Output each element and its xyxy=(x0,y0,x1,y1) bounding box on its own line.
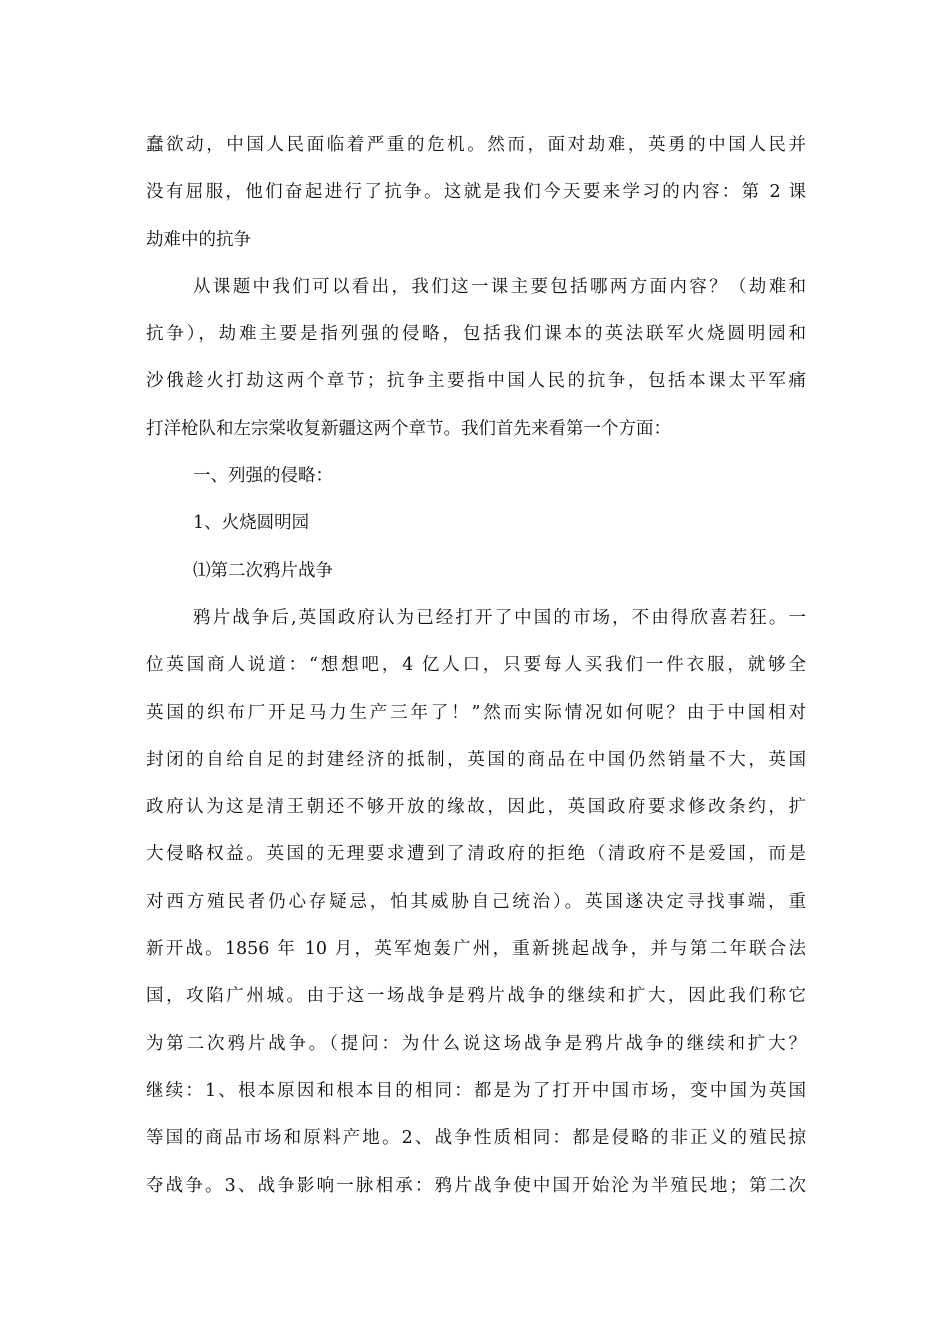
text-line: 没有屈服，他们奋起进行了抗争。这就是我们今天要来学习的内容：第 2 课 xyxy=(146,182,806,203)
paragraph-start-line: 鸦片战争后,英国政府认为已经打开了中国的市场，不由得欣喜若狂。一 xyxy=(193,607,806,628)
text-line: 为第二次鸦片战争。（提问：为什么说这场战争是鸦片战争的继续和扩大？ xyxy=(146,1033,806,1054)
text-line: 对西方殖民者仍心存疑忌，怕其威胁自己统治）。英国遂决定寻找事端，重 xyxy=(146,891,806,912)
text-line: 封闭的自给自足的封建经济的抵制，英国的商品在中国仍然销量不大，英国 xyxy=(146,749,806,770)
body-text xyxy=(146,122,806,1210)
text-line: 抗争），劫难主要是指列强的侵略，包括我们课本的英法联军火烧圆明园和 xyxy=(146,324,806,345)
text-line: 新开战。1856 年 10 月，英军炮轰广州，重新挑起战争，并与第二年联合法 xyxy=(146,939,806,960)
text-line: 蠢欲动，中国人民面临着严重的危机。然而，面对劫难，英勇的中国人民并 xyxy=(146,135,806,155)
text-line: 位英国商人说道：“想想吧，4 亿人口，只要每人买我们一件衣服，就够全 xyxy=(146,655,806,676)
text-line: 夺战争。3、战争影响一脉相承：鸦片战争使中国开始沦为半殖民地；第二次 xyxy=(146,1175,806,1196)
text-line: 沙俄趁火打劫这两个章节；抗争主要指中国人民的抗争，包括本课太平军痛 xyxy=(146,371,806,392)
heading-invasion: 一、列强的侵略： xyxy=(193,466,333,487)
text-line: 政府认为这是清王朝还不够开放的缘故，因此，英国政府要求修改条约，扩 xyxy=(146,797,806,818)
text-line: 国，攻陷广州城。由于这一场战争是鸦片战争的继续和扩大，因此我们称它 xyxy=(146,986,806,1007)
heading-second-opium-war: ⑴第二次鸦片战争 xyxy=(193,560,333,581)
heading-yuanmingyuan: 1、火烧圆明园 xyxy=(193,513,310,534)
text-line: 英国的织布厂开足马力生产三年了！”然而实际情况如何呢？由于中国相对 xyxy=(146,702,806,723)
text-line: 打洋枪队和左宗棠收复新疆这两个章节。我们首先来看第一个方面： xyxy=(146,418,671,439)
section-title-line: 劫难中的抗争 xyxy=(146,229,251,250)
text-line: 继续：1、根本原因和根本目的相同：都是为了打开中国市场，变中国为英国 xyxy=(146,1080,806,1101)
paragraph-start-line: 从课题中我们可以看出，我们这一课主要包括哪两方面内容？（劫难和 xyxy=(193,276,806,297)
text-line: 大侵略权益。英国的无理要求遭到了清政府的拒绝（清政府不是爱国，而是 xyxy=(146,844,806,865)
text-line: 等国的商品市场和原料产地。2、战争性质相同：都是侵略的非正义的殖民掠 xyxy=(146,1128,806,1149)
